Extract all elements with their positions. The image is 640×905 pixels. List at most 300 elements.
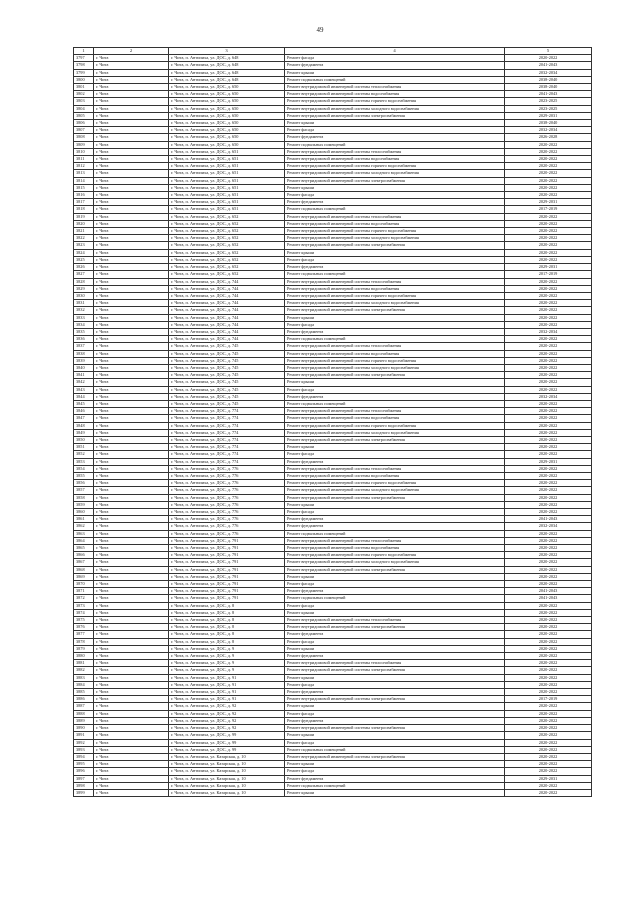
row-number-cell: 3899 (74, 789, 94, 796)
work-type-cell: Ремонт фасада (285, 55, 505, 62)
period-cell: 2020-2022 (505, 163, 592, 170)
table-row (74, 120, 592, 127)
work-type-cell: Ремонт крыши (285, 444, 505, 451)
capital-repair-table (73, 47, 592, 797)
work-type-cell: Ремонт внутридомовой инженерной системы теплоснабжения (285, 408, 505, 415)
address-cell: г. Чита, п. Антипиха, ул. ДОС, д. 744 (169, 321, 285, 328)
period-cell: 2020-2022 (505, 681, 592, 688)
address-cell: г. Чита, п. Антипиха, ул. ДОС, д. 776 (169, 530, 285, 537)
municipality-cell: г. Чита (94, 667, 169, 674)
period-cell: 2029-2031 (505, 112, 592, 119)
municipality-cell: г. Чита (94, 400, 169, 407)
row-number-cell: 3861 (74, 516, 94, 523)
period-cell: 2020-2022 (505, 213, 592, 220)
address-cell: г. Чита, п. Антипиха, ул. Казарская, д. 10 (169, 761, 285, 768)
table-row (74, 681, 592, 688)
municipality-cell: г. Чита (94, 105, 169, 112)
address-cell: г. Чита, п. Антипиха, ул. ДОС, д. 650 (169, 84, 285, 91)
period-cell: 2020-2022 (505, 285, 592, 292)
municipality-cell: г. Чита (94, 184, 169, 191)
table-row (74, 134, 592, 141)
address-cell: г. Чита, п. Антипиха, ул. ДОС, д. 99 (169, 739, 285, 746)
address-cell: г. Чита, п. Антипиха, ул. ДОС, д. 99 (169, 732, 285, 739)
work-type-cell: Ремонт фасада (285, 739, 505, 746)
work-type-cell: Ремонт крыши (285, 573, 505, 580)
municipality-cell: г. Чита (94, 112, 169, 119)
work-type-cell: Ремонт внутридомовой инженерной системы теплоснабжения (285, 213, 505, 220)
row-number-cell: 3882 (74, 667, 94, 674)
municipality-cell: г. Чита (94, 141, 169, 148)
municipality-cell: г. Чита (94, 292, 169, 299)
address-cell: г. Чита, п. Антипиха, ул. ДОС, д. 8 (169, 631, 285, 638)
table-row (74, 328, 592, 335)
municipality-cell: г. Чита (94, 264, 169, 271)
municipality-cell: г. Чита (94, 573, 169, 580)
period-cell: 2020-2022 (505, 336, 592, 343)
work-type-cell: Ремонт крыши (285, 645, 505, 652)
table-row (74, 761, 592, 768)
address-cell: г. Чита, п. Антипиха, ул. ДОС, д. 652 (169, 228, 285, 235)
municipality-cell: г. Чита (94, 472, 169, 479)
address-cell: г. Чита, п. Антипиха, ул. ДОС, д. 774 (169, 422, 285, 429)
period-cell: 2020-2022 (505, 573, 592, 580)
row-number-cell: 3881 (74, 660, 94, 667)
address-cell: г. Чита, п. Антипиха, ул. ДОС, д. 776 (169, 472, 285, 479)
work-type-cell: Ремонт внутридомовой инженерной системы холодного водоснабжения (285, 105, 505, 112)
municipality-cell: г. Чита (94, 624, 169, 631)
work-type-cell: Ремонт крыши (285, 69, 505, 76)
table-row (74, 494, 592, 501)
table-row (74, 55, 592, 62)
row-number-cell: 3846 (74, 408, 94, 415)
work-type-cell: Ремонт внутридомовой инженерной системы электроснабжения (285, 307, 505, 314)
municipality-cell: г. Чита (94, 739, 169, 746)
municipality-cell: г. Чита (94, 148, 169, 155)
work-type-cell: Ремонт внутридомовой инженерной системы теплоснабжения (285, 617, 505, 624)
table-row (74, 220, 592, 227)
table-row (74, 667, 592, 674)
table-row (74, 91, 592, 98)
address-cell: г. Чита, п. Антипиха, ул. ДОС, д. 8 (169, 602, 285, 609)
municipality-cell: г. Чита (94, 271, 169, 278)
work-type-cell: Ремонт внутридомовой инженерной системы горячего водоснабжения (285, 98, 505, 105)
period-cell: 2020-2022 (505, 278, 592, 285)
period-cell: 2020-2022 (505, 141, 592, 148)
row-number-cell: 3863 (74, 530, 94, 537)
table-row (74, 184, 592, 191)
work-type-cell: Ремонт внутридомовой инженерной системы водоснабжения (285, 91, 505, 98)
table-row (74, 321, 592, 328)
municipality-cell: г. Чита (94, 199, 169, 206)
table-row (74, 429, 592, 436)
work-type-cell: Ремонт фундамента (285, 458, 505, 465)
row-number-cell: 3848 (74, 422, 94, 429)
address-cell: г. Чита, п. Антипиха, ул. ДОС, д. 652 (169, 235, 285, 242)
work-type-cell: Ремонт внутридомовой инженерной системы водоснабжения (285, 220, 505, 227)
municipality-cell: г. Чита (94, 674, 169, 681)
period-cell: 2020-2022 (505, 581, 592, 588)
row-number-cell: 3865 (74, 545, 94, 552)
municipality-cell: г. Чита (94, 336, 169, 343)
table-row (74, 379, 592, 386)
work-type-cell: Ремонт фундамента (285, 134, 505, 141)
address-cell: г. Чита, п. Антипиха, ул. ДОС, д. 651 (169, 192, 285, 199)
row-number-cell: 3832 (74, 307, 94, 314)
address-cell: г. Чита, п. Антипиха, ул. ДОС, д. 774 (169, 451, 285, 458)
work-type-cell: Ремонт подвальных помещений (285, 400, 505, 407)
work-type-cell: Ремонт внутридомовой инженерной системы водоснабжения (285, 545, 505, 552)
municipality-cell: г. Чита (94, 98, 169, 105)
table-row (74, 581, 592, 588)
table-row (74, 163, 592, 170)
row-number-cell: 3860 (74, 509, 94, 516)
address-cell: г. Чита, п. Антипиха, ул. ДОС, д. 745 (169, 379, 285, 386)
address-cell: г. Чита, п. Антипиха, ул. ДОС, д. 774 (169, 415, 285, 422)
work-type-cell: Ремонт подвальных помещений (285, 782, 505, 789)
address-cell: г. Чита, п. Антипиха, ул. ДОС, д. 650 (169, 127, 285, 134)
period-cell: 2020-2022 (505, 487, 592, 494)
address-cell: г. Чита, п. Антипиха, ул. ДОС, д. 776 (169, 465, 285, 472)
table-row (74, 465, 592, 472)
row-number-cell: 3806 (74, 120, 94, 127)
row-number-cell: 3867 (74, 559, 94, 566)
period-cell: 2020-2022 (505, 321, 592, 328)
row-number-cell: 3856 (74, 480, 94, 487)
work-type-cell: Ремонт крыши (285, 732, 505, 739)
municipality-cell: г. Чита (94, 487, 169, 494)
table-row (74, 357, 592, 364)
period-cell: 2020-2022 (505, 653, 592, 660)
table-row (74, 696, 592, 703)
period-cell: 2020-2022 (505, 746, 592, 753)
table-row (74, 364, 592, 371)
table-row (74, 372, 592, 379)
address-cell: г. Чита, п. Антипиха, ул. ДОС, д. 91 (169, 696, 285, 703)
period-cell: 2017-2019 (505, 696, 592, 703)
row-number-cell: 3803 (74, 98, 94, 105)
row-number-cell: 3800 (74, 76, 94, 83)
municipality-cell: г. Чита (94, 422, 169, 429)
address-cell: г. Чита, п. Антипиха, ул. ДОС, д. 648 (169, 55, 285, 62)
address-cell: г. Чита, п. Антипиха, ул. ДОС, д. 774 (169, 444, 285, 451)
period-cell: 2020-2022 (505, 638, 592, 645)
row-number-cell: 3849 (74, 429, 94, 436)
municipality-cell: г. Чита (94, 343, 169, 350)
table-row (74, 177, 592, 184)
period-cell: 2029-2031 (505, 199, 592, 206)
work-type-cell: Ремонт внутридомовой инженерной системы холодного водоснабжения (285, 170, 505, 177)
row-number-cell: 3815 (74, 184, 94, 191)
work-type-cell: Ремонт крыши (285, 501, 505, 508)
municipality-cell: г. Чита (94, 480, 169, 487)
address-cell: г. Чита, п. Антипиха, ул. ДОС, д. 791 (169, 552, 285, 559)
row-number-cell: 3868 (74, 566, 94, 573)
work-type-cell: Ремонт крыши (285, 789, 505, 796)
address-cell: г. Чита, п. Антипиха, ул. ДОС, д. 791 (169, 537, 285, 544)
row-number-cell: 3864 (74, 537, 94, 544)
period-cell: 2020-2022 (505, 415, 592, 422)
table-row (74, 602, 592, 609)
row-number-cell: 3859 (74, 501, 94, 508)
row-number-cell: 3878 (74, 638, 94, 645)
address-cell: г. Чита, п. Антипиха, ул. ДОС, д. 8 (169, 617, 285, 624)
table-row (74, 292, 592, 299)
address-cell: г. Чита, п. Антипиха, ул. ДОС, д. 774 (169, 436, 285, 443)
municipality-cell: г. Чита (94, 789, 169, 796)
work-type-cell: Ремонт внутридомовой инженерной системы горячего водоснабжения (285, 163, 505, 170)
table-row (74, 228, 592, 235)
row-number-cell: 3813 (74, 170, 94, 177)
table-row (74, 624, 592, 631)
address-cell: г. Чита, п. Антипиха, ул. ДОС, д. 92 (169, 710, 285, 717)
municipality-cell: г. Чита (94, 523, 169, 530)
table-row (74, 480, 592, 487)
row-number-cell: 3879 (74, 645, 94, 652)
municipality-cell: г. Чита (94, 689, 169, 696)
table-row (74, 148, 592, 155)
row-number-cell: 3801 (74, 84, 94, 91)
work-type-cell: Ремонт внутридомовой инженерной системы теплоснабжения (285, 343, 505, 350)
address-cell: г. Чита, п. Антипиха, ул. ДОС, д. 652 (169, 242, 285, 249)
work-type-cell: Ремонт крыши (285, 761, 505, 768)
work-type-cell: Ремонт внутридомовой инженерной системы электроснабжения (285, 566, 505, 573)
work-type-cell: Ремонт подвальных помещений (285, 336, 505, 343)
municipality-cell: г. Чита (94, 256, 169, 263)
municipality-cell: г. Чита (94, 494, 169, 501)
work-type-cell: Ремонт внутридомовой инженерной системы холодного водоснабжения (285, 429, 505, 436)
work-type-cell: Ремонт внутридомовой инженерной системы горячего водоснабжения (285, 228, 505, 235)
work-type-cell: Ремонт крыши (285, 184, 505, 191)
municipality-cell: г. Чита (94, 617, 169, 624)
column-header: 4 (285, 48, 505, 55)
row-number-cell: 3884 (74, 681, 94, 688)
period-cell: 2020-2022 (505, 552, 592, 559)
row-number-cell: 3890 (74, 725, 94, 732)
municipality-cell: г. Чита (94, 55, 169, 62)
address-cell: г. Чита, п. Антипиха, ул. ДОС, д. 745 (169, 350, 285, 357)
row-number-cell: 3826 (74, 264, 94, 271)
period-cell: 2020-2022 (505, 472, 592, 479)
table-row (74, 271, 592, 278)
row-number-cell: 3812 (74, 163, 94, 170)
work-type-cell: Ремонт фундамента (285, 264, 505, 271)
municipality-cell: г. Чита (94, 782, 169, 789)
work-type-cell: Ремонт фундамента (285, 62, 505, 69)
municipality-cell: г. Чита (94, 177, 169, 184)
row-number-cell: 3809 (74, 141, 94, 148)
row-number-cell: 3858 (74, 494, 94, 501)
table-row (74, 660, 592, 667)
row-number-cell: 3872 (74, 595, 94, 602)
address-cell: г. Чита, п. Антипиха, ул. ДОС, д. 650 (169, 134, 285, 141)
period-cell: 2020-2022 (505, 220, 592, 227)
work-type-cell: Ремонт внутридомовой инженерной системы электроснабжения (285, 372, 505, 379)
municipality-cell: г. Чита (94, 458, 169, 465)
municipality-cell: г. Чита (94, 300, 169, 307)
work-type-cell: Ремонт фасада (285, 386, 505, 393)
address-cell: г. Чита, п. Антипиха, ул. ДОС, д. 791 (169, 588, 285, 595)
period-cell: 2020-2022 (505, 717, 592, 724)
municipality-cell: г. Чита (94, 364, 169, 371)
row-number-cell: 3804 (74, 105, 94, 112)
table-row (74, 789, 592, 796)
address-cell: г. Чита, п. Антипиха, ул. Казарская, д. 10 (169, 782, 285, 789)
address-cell: г. Чита, п. Антипиха, ул. ДОС, д. 745 (169, 393, 285, 400)
period-cell: 2020-2022 (505, 789, 592, 796)
work-type-cell: Ремонт подвальных помещений (285, 746, 505, 753)
table-row (74, 415, 592, 422)
municipality-cell: г. Чита (94, 357, 169, 364)
row-number-cell: 3842 (74, 379, 94, 386)
work-type-cell: Ремонт внутридомовой инженерной системы электроснабжения (285, 696, 505, 703)
work-type-cell: Ремонт подвальных помещений (285, 76, 505, 83)
address-cell: г. Чита, п. Антипиха, ул. ДОС, д. 776 (169, 523, 285, 530)
row-number-cell: 3840 (74, 364, 94, 371)
address-cell: г. Чита, п. Антипиха, ул. ДОС, д. 744 (169, 292, 285, 299)
period-cell: 2017-2019 (505, 206, 592, 213)
row-number-cell: 3847 (74, 415, 94, 422)
period-cell: 2020-2022 (505, 379, 592, 386)
row-number-cell: 3876 (74, 624, 94, 631)
row-number-cell: 3821 (74, 228, 94, 235)
row-number-cell: 3897 (74, 775, 94, 782)
municipality-cell: г. Чита (94, 69, 169, 76)
period-cell: 2026-2028 (505, 134, 592, 141)
period-cell: 2032-2034 (505, 328, 592, 335)
municipality-cell: г. Чита (94, 631, 169, 638)
address-cell: г. Чита, п. Антипиха, ул. ДОС, д. 744 (169, 328, 285, 335)
row-number-cell: 3808 (74, 134, 94, 141)
municipality-cell: г. Чита (94, 732, 169, 739)
work-type-cell: Ремонт внутридомовой инженерной системы горячего водоснабжения (285, 357, 505, 364)
row-number-cell: 3875 (74, 617, 94, 624)
work-type-cell: Ремонт крыши (285, 379, 505, 386)
row-number-cell: 3898 (74, 782, 94, 789)
work-type-cell: Ремонт фундамента (285, 775, 505, 782)
table-row (74, 62, 592, 69)
address-cell: г. Чита, п. Антипиха, ул. ДОС, д. 776 (169, 501, 285, 508)
municipality-cell: г. Чита (94, 328, 169, 335)
period-cell: 2020-2022 (505, 228, 592, 235)
row-number-cell: 3797 (74, 55, 94, 62)
period-cell: 2032-2034 (505, 523, 592, 530)
row-number-cell: 3857 (74, 487, 94, 494)
municipality-cell: г. Чита (94, 696, 169, 703)
row-number-cell: 3874 (74, 609, 94, 616)
table-row (74, 753, 592, 760)
row-number-cell: 3894 (74, 753, 94, 760)
work-type-cell: Ремонт внутридомовой инженерной системы электроснабжения (285, 624, 505, 631)
table-row (74, 775, 592, 782)
municipality-cell: г. Чита (94, 566, 169, 573)
address-cell: г. Чита, п. Антипиха, ул. ДОС, д. 651 (169, 170, 285, 177)
work-type-cell: Ремонт крыши (285, 249, 505, 256)
row-number-cell: 3889 (74, 717, 94, 724)
row-number-cell: 3799 (74, 69, 94, 76)
row-number-cell: 3818 (74, 206, 94, 213)
period-cell: 2020-2022 (505, 667, 592, 674)
address-cell: г. Чита, п. Антипиха, ул. ДОС, д. 791 (169, 595, 285, 602)
period-cell: 2020-2022 (505, 55, 592, 62)
row-number-cell: 3883 (74, 674, 94, 681)
row-number-cell: 3886 (74, 696, 94, 703)
row-number-cell: 3819 (74, 213, 94, 220)
table-row (74, 472, 592, 479)
row-number-cell: 3825 (74, 256, 94, 263)
municipality-cell: г. Чита (94, 163, 169, 170)
address-cell: г. Чита, п. Антипиха, ул. ДОС, д. 745 (169, 372, 285, 379)
period-cell: 2032-2034 (505, 393, 592, 400)
municipality-cell: г. Чита (94, 62, 169, 69)
period-cell: 2020-2022 (505, 242, 592, 249)
address-cell: г. Чита, п. Антипиха, ул. ДОС, д. 744 (169, 307, 285, 314)
period-cell: 2020-2022 (505, 710, 592, 717)
row-number-cell: 3869 (74, 573, 94, 580)
municipality-cell: г. Чита (94, 429, 169, 436)
table-row (74, 105, 592, 112)
municipality-cell: г. Чита (94, 588, 169, 595)
work-type-cell: Ремонт внутридомовой инженерной системы холодного водоснабжения (285, 487, 505, 494)
work-type-cell: Ремонт крыши (285, 609, 505, 616)
row-number-cell: 3896 (74, 768, 94, 775)
municipality-cell: г. Чита (94, 213, 169, 220)
municipality-cell: г. Чита (94, 206, 169, 213)
address-cell: г. Чита, п. Антипиха, ул. ДОС, д. 744 (169, 278, 285, 285)
address-cell: г. Чита, п. Антипиха, ул. ДОС, д. 650 (169, 105, 285, 112)
address-cell: г. Чита, п. Антипиха, ул. ДОС, д. 774 (169, 429, 285, 436)
work-type-cell: Ремонт подвальных помещений (285, 530, 505, 537)
period-cell: 2020-2022 (505, 566, 592, 573)
period-cell: 2041-2043 (505, 595, 592, 602)
row-number-cell: 3895 (74, 761, 94, 768)
work-type-cell: Ремонт крыши (285, 703, 505, 710)
address-cell: г. Чита, п. Антипиха, ул. ДОС, д. 99 (169, 746, 285, 753)
period-cell: 2020-2022 (505, 501, 592, 508)
period-cell: 2023-2025 (505, 98, 592, 105)
work-type-cell: Ремонт фасада (285, 581, 505, 588)
table-row (74, 545, 592, 552)
row-number-cell: 3838 (74, 350, 94, 357)
period-cell: 2020-2022 (505, 307, 592, 314)
period-cell: 2020-2022 (505, 429, 592, 436)
work-type-cell: Ремонт внутридомовой инженерной системы горячего водоснабжения (285, 480, 505, 487)
work-type-cell: Ремонт внутридомовой инженерной системы водоснабжения (285, 350, 505, 357)
work-type-cell: Ремонт фасада (285, 509, 505, 516)
row-number-cell: 3828 (74, 278, 94, 285)
municipality-cell: г. Чита (94, 545, 169, 552)
table-row (74, 386, 592, 393)
row-number-cell: 3870 (74, 581, 94, 588)
address-cell: г. Чита, п. Антипиха, ул. ДОС, д. 92 (169, 703, 285, 710)
table-row (74, 768, 592, 775)
table-row (74, 530, 592, 537)
period-cell: 2020-2022 (505, 364, 592, 371)
period-cell: 2020-2022 (505, 537, 592, 544)
row-number-cell: 3820 (74, 220, 94, 227)
municipality-cell: г. Чита (94, 530, 169, 537)
municipality-cell: г. Чита (94, 314, 169, 321)
row-number-cell: 3805 (74, 112, 94, 119)
address-cell: г. Чита, п. Антипиха, ул. ДОС, д. 92 (169, 725, 285, 732)
municipality-cell: г. Чита (94, 681, 169, 688)
period-cell: 2020-2022 (505, 192, 592, 199)
table-row (74, 537, 592, 544)
period-cell: 2020-2022 (505, 624, 592, 631)
table-row (74, 278, 592, 285)
row-number-cell: 3891 (74, 732, 94, 739)
table-row (74, 458, 592, 465)
address-cell: г. Чита, п. Антипиха, ул. ДОС, д. 745 (169, 343, 285, 350)
